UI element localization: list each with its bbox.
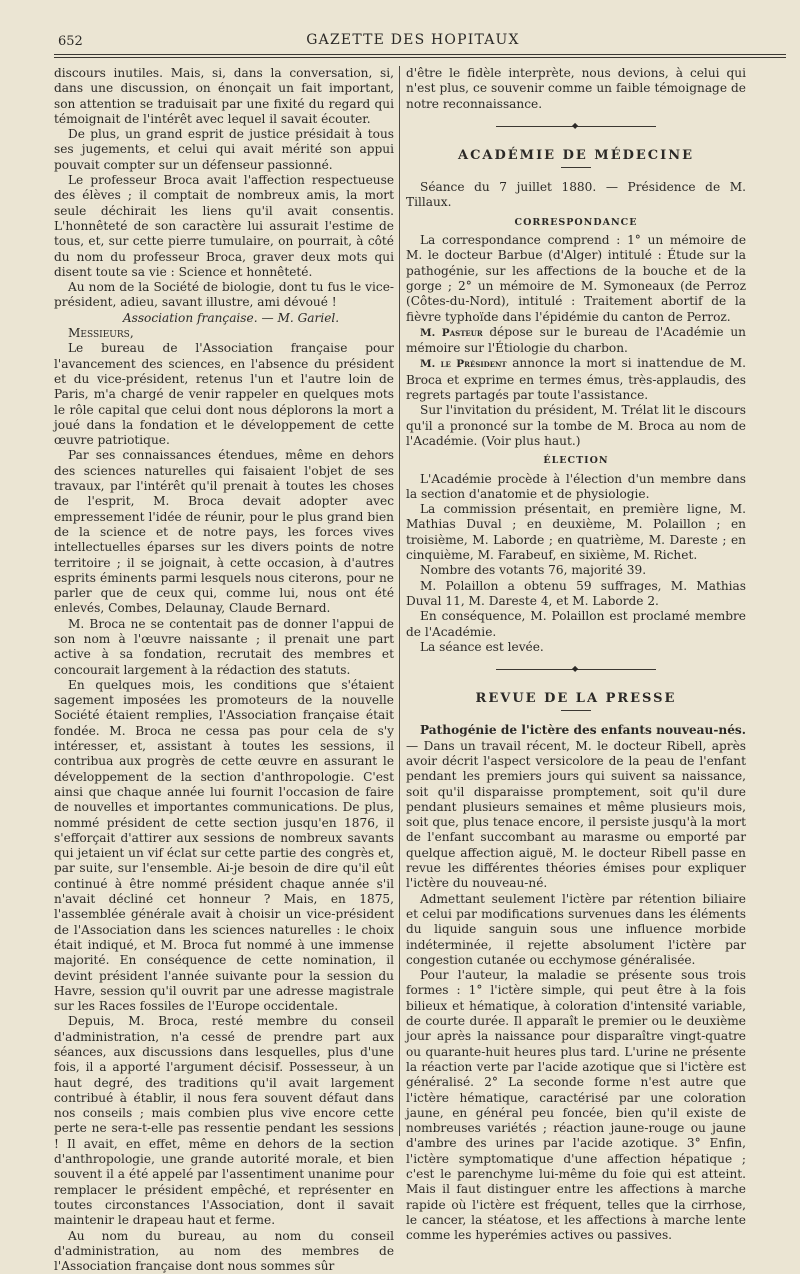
separator: ◆	[496, 663, 656, 675]
right-column	[406, 66, 746, 1243]
paragraph: d'être le fidèle interprète, nous devions, à celui qui n'est plus, ce souvenir comme un faible témoignage de notre reconnaissance.	[406, 66, 746, 111]
page-number: 652	[58, 34, 83, 49]
short-rule	[561, 710, 591, 711]
paragraph: Pathogénie de l'ictère des enfants nouveau-nés. — Dans un travail récent, M. le docteur Ribell, après avoir décrit l'aspect versicolore de la peau de l'enfant pendant les premiers jours qui suivent sa naissance, soit qu'il disparaisse promptement, soit qu'il dure pendant plusieurs semaines et même plusieurs mois, soit que, plus tenace encore, il persiste jusqu'à la mort de l'enfant succombant au marasme ou emporté par quelque affection aiguë, M. le docteur Ribell passe en revue les différentes théories émises pour expliquer l'ictère du nouveau-né.	[406, 723, 746, 891]
paragraph: Sur l'invitation du président, M. Trélat lit le discours qu'il a prononcé sur la tombe de M. Broca au nom de l'Académie. (Voir plus haut.)	[406, 403, 746, 448]
section-title-academie: ACADÉMIE DE MÉDECINE	[457, 147, 694, 163]
paragraph: L'Académie procède à l'élection d'un membre dans la section d'anatomie et de physiologie.	[406, 471, 746, 501]
short-rule	[561, 167, 591, 168]
paragraph: M. Broca ne se contentait pas de donner l'appui de son nom à l'œuvre naissante ; il prenait une part active à sa fondation, recrutait des membres et concourait largement à la rédaction des statuts.	[54, 616, 394, 677]
seance-line: Séance du 7 juillet 1880. — Présidence de M. Tillaux.	[406, 180, 746, 210]
speaker-label: M. Pasteur	[420, 326, 483, 339]
paragraph: La correspondance comprend : 1° un mémoire de M. le docteur Barbue (d'Alger) intitulé : Étude sur la pathogénie, sur les affections de la bouche et de la gorge ; 2° un mémoire de M. Symoneaux (de Perroz (Côtes-du-Nord), intitulé : Traitement abortif de la fièvre typhoïde dans l'épidémie du canton de Perroz.	[406, 233, 746, 324]
salutation: Messieurs,	[68, 326, 134, 341]
paragraph: La séance est levée.	[420, 639, 544, 654]
paragraph: Pour l'auteur, la maladie se présente sous trois formes : 1° l'ictère simple, qui peut être à la fois bilieux et hématique, à coloration d'intensité variable, de courte durée. Il apparaît le premier ou le deuxième jour après la naissance pour disparaître vingt-quatre ou quarante-huit heures plus tard. L'urine ne présente la réaction verte par l'acide azotique que si l'ictère est généralisé. 2° La seconde forme n'est autre que l'ictère hématique, caractérisé par une coloration jaune, en général peu foncée, bien qu'il existe de nombreuses variétés ; réaction jaune-rouge ou jaune d'ambre des urines par l'acide azotique. 3° Enfin, l'ictère symptomatique d'une affection hépatique ; c'est le parenchyme lui-même du foie qui est atteint. Mais il faut distinguer entre les affections à marche rapide où l'ictère est fréquent, telles que la cirrhose, le cancer, la stéatose, et les affections à marche lente comme les hyperémies actives ou passives.	[406, 968, 746, 1243]
paragraph: Le professeur Broca avait l'affection respectueuse des élèves ; il comptait de nombreux amis, la mort seule déchirait les liens qu'il avait consentis. L'honnêteté de son caractère lui assurait l'estime de tous, et, sur cette pierre tumulaire, on pourrait, à côté du nom du professeur Broca, graver deux mots qui disent toute sa vie : Science et honnêteté.	[54, 173, 394, 279]
paragraph: Admettant seulement l'ictère par rétention biliaire et celui par modifications survenues dans les éléments du liquide sanguin sous une influence morbide indéterminée, il rejette absolument l'ictère par congestion cutanée ou ecchymose généralisée.	[406, 891, 746, 967]
left-column	[54, 66, 394, 1274]
paragraph: M. le Président annonce la mort si inattendue de M. Broca et exprime en termes émus, très-applaudis, des regrets partagés par toute l'assistance.	[406, 356, 746, 403]
header-rule	[54, 54, 786, 55]
paragraph: De plus, un grand esprit de justice présidait à tous ses jugements, et celui qui avait mérité son appui pouvait compter sur un défenseur passionné.	[54, 127, 394, 172]
paragraph: discours inutiles. Mais, si, dans la conversation, si, dans une discussion, on énonçait un fait important, son attention se traduisait par une fixité du regard qui témoignait de l'intérêt avec lequel il savait écouter.	[54, 66, 394, 126]
paragraph: M. Pasteur dépose sur le bureau de l'Académie un mémoire sur l'Étiologie du charbon.	[406, 324, 746, 356]
separator: ◆	[496, 120, 656, 132]
speaker-label: M. le Président	[420, 358, 507, 371]
subhead-election: ÉLECTION	[543, 455, 609, 467]
section-title-revue: REVUE DE LA PRESSE	[475, 691, 677, 707]
subhead-correspondance: CORRESPONDANCE	[514, 216, 638, 228]
header-rule-double	[54, 57, 786, 58]
paragraph: Nombre des votants 76, majorité 39.	[420, 563, 647, 578]
section-label-association: Association française. — M. Gariel.	[122, 310, 340, 325]
article-title: Pathogénie de l'ictère des enfants nouveau-nés.	[420, 723, 746, 738]
columns	[54, 66, 786, 1274]
paragraph: En quelques mois, les conditions que s'étaient sagement imposées les promoteurs de la nouvelle Société étaient remplies, l'Association française était fondée. M. Broca ne cessa pas pour cela de s'y intéresser, et, assistant à toutes les sessions, il contribua aux progrès de cette œuvre en assurant le développement de la section d'anthropologie. C'est ainsi que chaque année lui fournit l'occasion de faire de nouvelles et importantes communications. De plus, nommé président de cette section jusqu'en 1876, il s'efforçait d'attirer aux sessions de nombreux savants qui jetaient un vif éclat sur cette partie des congrès et, par suite, sur l'ensemble. Ai-je besoin de dire qu'il eût continué à être nommé président chaque année s'il n'avait décliné cet honneur ? Mais, en 1875, l'assemblée générale avait à choisir un vice-président de l'Association dans les sciences naturelles : le choix était indiqué, et M. Broca fut nommé à une immense majorité. En conséquence de cette nomination, il devint président l'année suivante pour la session du Havre, session qu'il ouvrit par une adresse magistrale sur les Races fossiles de l'Europe occidentale.	[54, 677, 394, 1014]
paragraph: La commission présentait, en première ligne, M. Mathias Duval ; en deuxième, M. Polaillon ; en troisième, M. Laborde ; en quatrième, M. Dareste ; en cinquième, M. Farabeuf, en sixième, M. Richet.	[406, 502, 746, 563]
paragraph: M. Polaillon a obtenu 59 suffrages, M. Mathias Duval 11, M. Dareste 4, et M. Laborde 2.	[406, 578, 746, 608]
paragraph: Au nom de la Société de biologie, dont tu fus le vice-président, adieu, savant illustre, ami dévoué !	[54, 280, 394, 310]
paragraph: En conséquence, M. Polaillon est proclamé membre de l'Académie.	[406, 609, 746, 639]
paragraph: Depuis, M. Broca, resté membre du conseil d'administration, n'a cessé de prendre part aux séances, aux discussions dans lesquelles, plus d'une fois, il a apporté l'argument décisif. Possesseur, à un haut degré, des traditions qu'il avait largement contribué à établir, il nous fera souvent défaut dans nos conseils ; mais combien plus vive encore cette perte ne sera-t-elle pas ressentie pendant les sessions ! Il avait, en effet, même en dehors de la section d'anthropologie, une grande autorité morale, et bien souvent il a été appelé par l'assentiment unanime pour remplacer le président empêché, et représenter en toutes circonstances l'Association, dont il savait maintenir le drapeau haut et ferme.	[54, 1014, 394, 1228]
page-header	[40, 0, 786, 54]
paragraph: Le bureau de l'Association française pour l'avancement des sciences, en l'absence du président et du vice-président, retenus l'un et l'autre loin de Paris, m'a chargé de venir rappeler en quelques mots le rôle capital que celui dont nous déplorons la mort a joué dans la fondation et le développement de cette œuvre patriotique.	[54, 341, 394, 448]
paragraph: Au nom du bureau, au nom du conseil d'administration, au nom des membres de l'Association française dont nous sommes sûr	[54, 1228, 394, 1274]
paragraph: Par ses connaissances étendues, même en dehors des sciences naturelles qui faisaient l'objet de ses travaux, par l'intérêt qu'il prenait à toutes les choses de l'esprit, M. Broca devait adopter avec empressement l'idée de réunir, pour le plus grand bien de la science et de notre pays, les forces vives intellectuelles éparses sur les divers points de notre territoire ; il se joignait, à cette occasion, à d'autres esprits éminents parmi lesquels nous citerons, pour ne parler que de ceux qui, comme lui, nous ont été enlevés, Combes, Delaunay, Claude Bernard.	[54, 448, 394, 616]
running-title: GAZETTE DES HOPITAUX	[306, 32, 520, 48]
